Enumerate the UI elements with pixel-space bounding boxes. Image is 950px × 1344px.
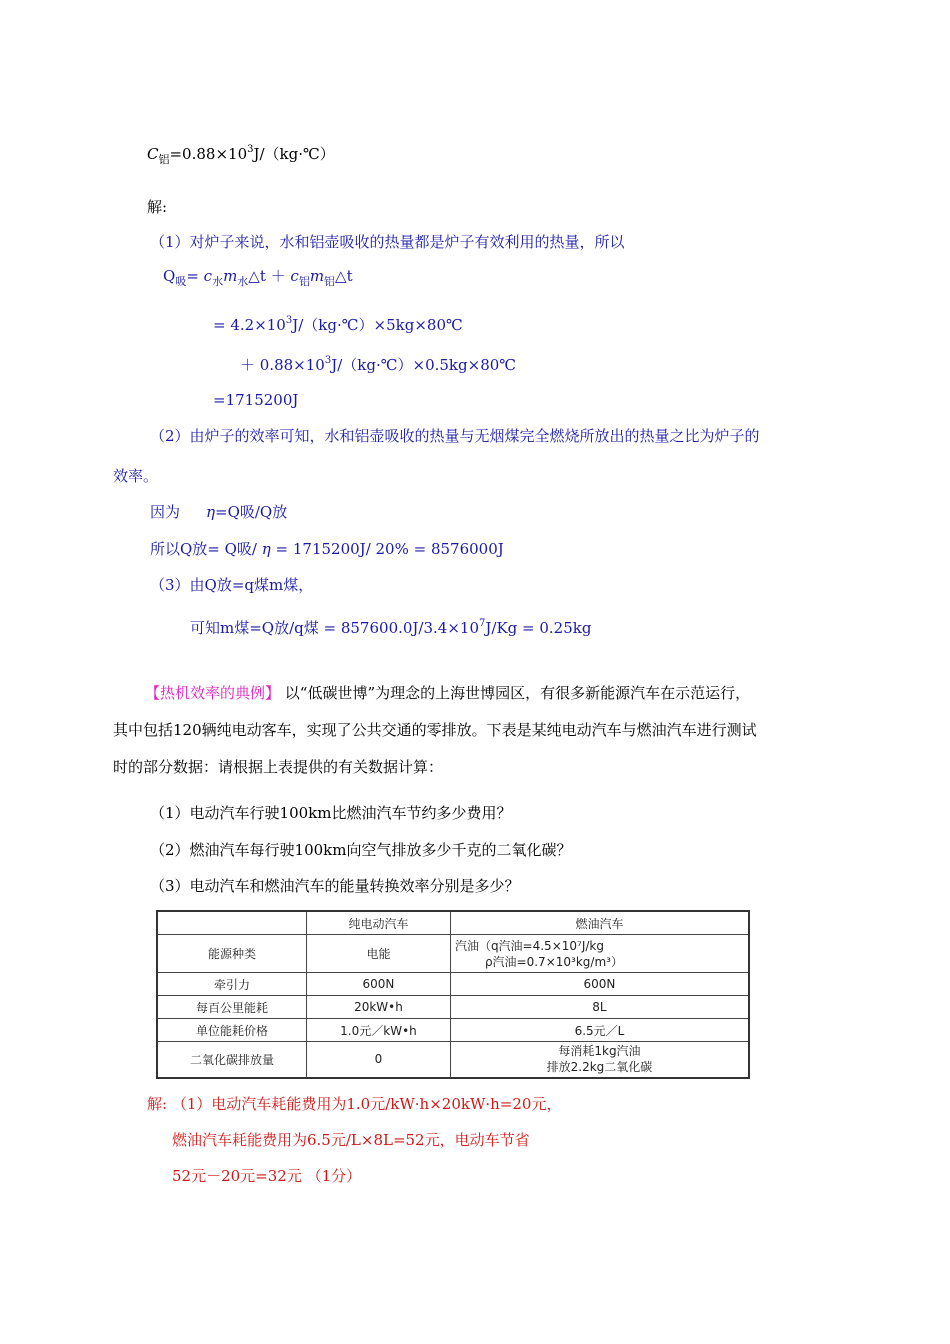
- row-label: 能源种类: [157, 935, 307, 973]
- solution-step-3: （3）由Q放=q煤m煤，: [150, 576, 314, 594]
- example-text-1: 以“低碳世博”为理念的上海世博园区，有很多新能源汽车在示范运行，: [280, 684, 751, 702]
- example-text-3: 时的部分数据：请根据上表提供的有关数据计算：: [113, 758, 444, 776]
- so-line: 所以Q放= Q吸/ η = 1715200J/ 20% = 8576000J: [150, 540, 504, 558]
- table-header-cell: [157, 911, 307, 935]
- ev-cell: 600N: [307, 973, 451, 996]
- equation-line-2: = $4.2\times 10^3J/(kg\cdot℃)\times 5kg\times 80℃$: [213, 315, 463, 334]
- fuel-cell: 8L: [450, 996, 749, 1019]
- fuel-cell: 6.5元／L: [450, 1019, 749, 1042]
- fuel-cell: 每消耗1kg汽油 排放2.2kg二氧化碳: [450, 1042, 749, 1078]
- question-2: （2）燃油汽车每行驶100km向空气排放多少千克的二氧化碳？: [150, 841, 572, 859]
- fuel-cell: 汽油（q汽油=4.5×10⁷J/kg ρ汽油=0.7×10³kg/m³）: [450, 935, 749, 973]
- table-header-ev: 纯电动汽车: [307, 911, 451, 935]
- row-label: 二氧化碳排放量: [157, 1042, 307, 1078]
- example-problem: [113, 675, 833, 786]
- example-text-2: 其中包括120辆纯电动客车，实现了公共交通的零排放。下表是某纯电动汽车与燃油汽车进行测试: [113, 721, 757, 739]
- table-row: [157, 935, 749, 973]
- ev-cell: 1.0元／kW•h: [307, 1019, 451, 1042]
- table-row: [157, 1042, 749, 1078]
- solution-label: 解:: [147, 198, 168, 216]
- table-header-row: [157, 911, 749, 935]
- table-header-fuel: 燃油汽车: [450, 911, 749, 935]
- table-row: [157, 1019, 749, 1042]
- heat-absorbed-equation: $Q_吸=$ $c_水m_水\triangle t$ ＋ $c_铝m_铝\triangle t$: [163, 267, 353, 288]
- table-row: [157, 996, 749, 1019]
- coal-mass-result: 可知m煤=Q放/q煤 = $857600.0J/3.4\times 10^7J/Kg = 0.25kg$: [190, 618, 592, 637]
- solution-step-2: （2）由炉子的效率可知，水和铝壶吸收的热量与无烟煤完全燃烧所放出的热量之比为炉子的: [150, 427, 760, 445]
- aluminum-specific-heat: $C_铝=0.88\times 10^3J/(kg\cdot℃)$: [147, 144, 335, 166]
- solution-step-2-cont: 效率。: [113, 467, 159, 485]
- row-label: 牵引力: [157, 973, 307, 996]
- solution-step-1: （1）对炉子来说，水和铝壶吸收的热量都是炉子有效利用的热量，所以: [150, 233, 625, 251]
- answer-line-3: 52元－20元=32元 （1分）: [172, 1167, 362, 1185]
- answer-line-1: 解: （1）电动汽车耗能费用为1.0元/kW·h×20kW·h=20元，: [147, 1095, 562, 1113]
- because-line: 因为 η=Q吸/Q放: [150, 503, 288, 521]
- row-label: 单位能耗价格: [157, 1019, 307, 1042]
- row-label: 每百公里能耗: [157, 996, 307, 1019]
- example-tag: 【热机效率的典例】: [145, 684, 281, 702]
- equation-result: =1715200J: [213, 391, 299, 409]
- ev-cell: 电能: [307, 935, 451, 973]
- question-1: （1）电动汽车行驶100km比燃油汽车节约多少费用？: [150, 804, 512, 822]
- question-3: （3）电动汽车和燃油汽车的能量转换效率分别是多少？: [150, 877, 520, 895]
- vehicle-comparison-table: [156, 910, 750, 1079]
- table-row: [157, 973, 749, 996]
- fuel-cell: 600N: [450, 973, 749, 996]
- ev-cell: 0: [307, 1042, 451, 1078]
- answer-line-2: 燃油汽车耗能费用为6.5元/L×8L=52元，电动车节省: [172, 1131, 530, 1149]
- ev-cell: 20kW•h: [307, 996, 451, 1019]
- equation-line-3: ＋ $0.88\times 10^3J/(kg\cdot℃)\times 0.5kg\times 80℃$: [240, 355, 517, 374]
